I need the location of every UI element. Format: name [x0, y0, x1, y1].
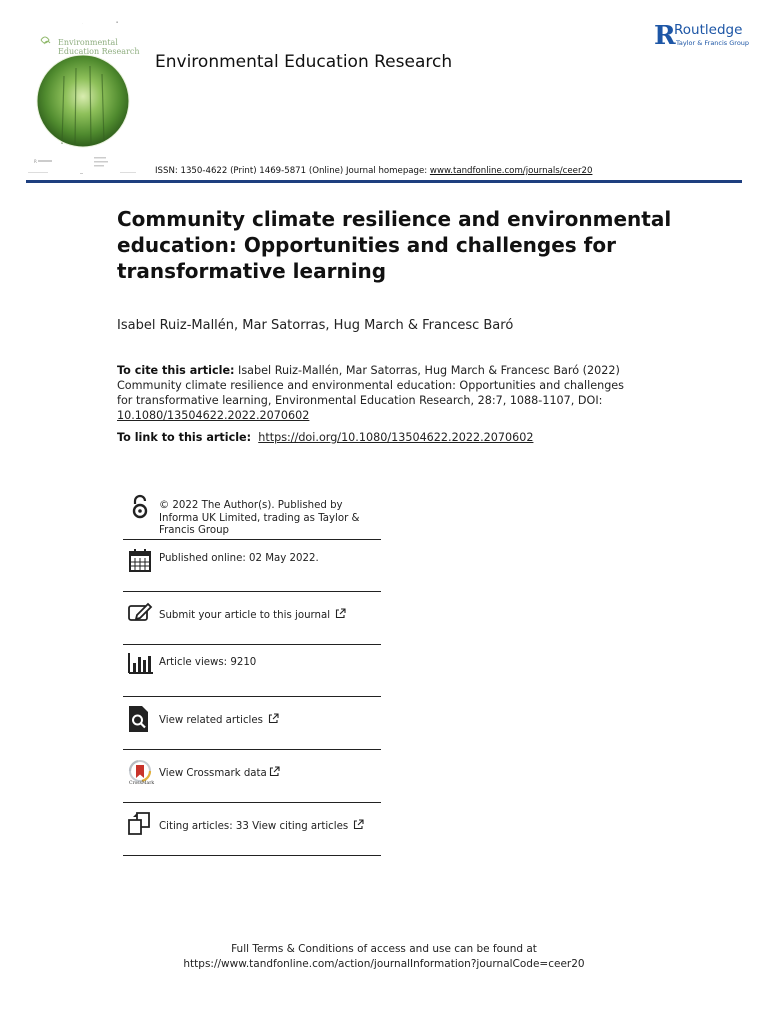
open-access-icon: [127, 494, 153, 520]
info-divider: [123, 696, 381, 697]
svg-text:·: ·: [82, 21, 83, 25]
info-divider: [123, 539, 381, 540]
publisher-name: Routledge: [674, 22, 743, 38]
external-link-icon: [269, 766, 280, 777]
issn-line: [155, 166, 592, 176]
article-title: Community climate resilience and environmental education: Opportunities and challenges for transformative learning: [117, 207, 672, 283]
crossmark-link[interactable]: View Crossmark data: [159, 766, 383, 781]
svg-text:R: R: [34, 159, 37, 164]
cite-label: To cite this article:: [117, 364, 235, 377]
article-authors: Isabel Ruiz-Mallén, Mar Satorras, Hug March & Francesc Baró: [117, 318, 514, 333]
external-link-icon: [353, 819, 364, 830]
journal-cover-image: [24, 16, 144, 178]
journal-homepage-link[interactable]: www.tandfonline.com/journals/ceer20: [429, 166, 593, 176]
crossmark-badge-label: CrossMark: [129, 781, 155, 786]
footer-terms: [0, 942, 768, 972]
svg-text:▪: ▪: [116, 20, 119, 24]
external-link-icon: [268, 713, 279, 724]
link-label: To link to this article:: [117, 431, 252, 444]
citing-articles-icon: [127, 811, 153, 837]
publisher-badge: R: [654, 21, 676, 51]
header-divider: [26, 180, 742, 183]
cite-text: Isabel Ruiz-Mallén, Mar Satorras, Hug March & Francesc Baró (2022) Community climate resilience and environmental education: Opportunities and challenges for transformative learning, Environmental Education Research, 28:7, 1088-1107, DOI:: [117, 364, 625, 407]
article-doi-link[interactable]: https://doi.org/10.1080/13504622.2022.2070602: [258, 431, 534, 444]
article-link-line: [117, 431, 533, 444]
submit-article-link[interactable]: Submit your article to this journal: [159, 608, 383, 623]
info-divider: [123, 591, 381, 592]
info-divider: [123, 855, 381, 856]
published-date-text: Published online: 02 May 2022.: [159, 553, 319, 564]
citing-articles-link[interactable]: Citing articles: 33 View citing articles: [159, 819, 383, 834]
citation-block: [117, 363, 637, 423]
info-divider: [123, 802, 381, 803]
related-articles-link[interactable]: View related articles: [159, 713, 383, 728]
bar-chart-icon: [127, 651, 153, 677]
crossmark-icon: [125, 759, 155, 789]
external-link-icon: [335, 608, 346, 619]
footer-terms-link[interactable]: https://www.tandfonline.com/action/journalInformation?journalCode=ceer20: [183, 958, 585, 970]
journal-title: Environmental Education Research: [155, 52, 453, 72]
cover-title: Environmental Education Research: [58, 38, 140, 56]
license-text: © 2022 The Author(s). Published by Informa UK Limited, trading as Taylor & Francis Group: [159, 500, 360, 536]
publisher-logo[interactable]: [652, 20, 752, 50]
footer-line1: Full Terms & Conditions of access and use can be found at: [231, 943, 537, 955]
edit-icon: [127, 600, 153, 626]
article-views-text: Article views: 9210: [159, 657, 257, 668]
cite-doi-link[interactable]: 10.1080/13504622.2022.2070602: [117, 409, 310, 422]
info-divider: [123, 644, 381, 645]
info-divider: [123, 749, 381, 750]
publisher-subtitle: Taylor & Francis Group: [676, 39, 750, 47]
calendar-icon: [127, 547, 153, 573]
search-document-icon: [127, 706, 153, 732]
issn-text: ISSN: 1350-4622 (Print) 1469-5871 (Online) Journal homepage:: [155, 166, 430, 176]
